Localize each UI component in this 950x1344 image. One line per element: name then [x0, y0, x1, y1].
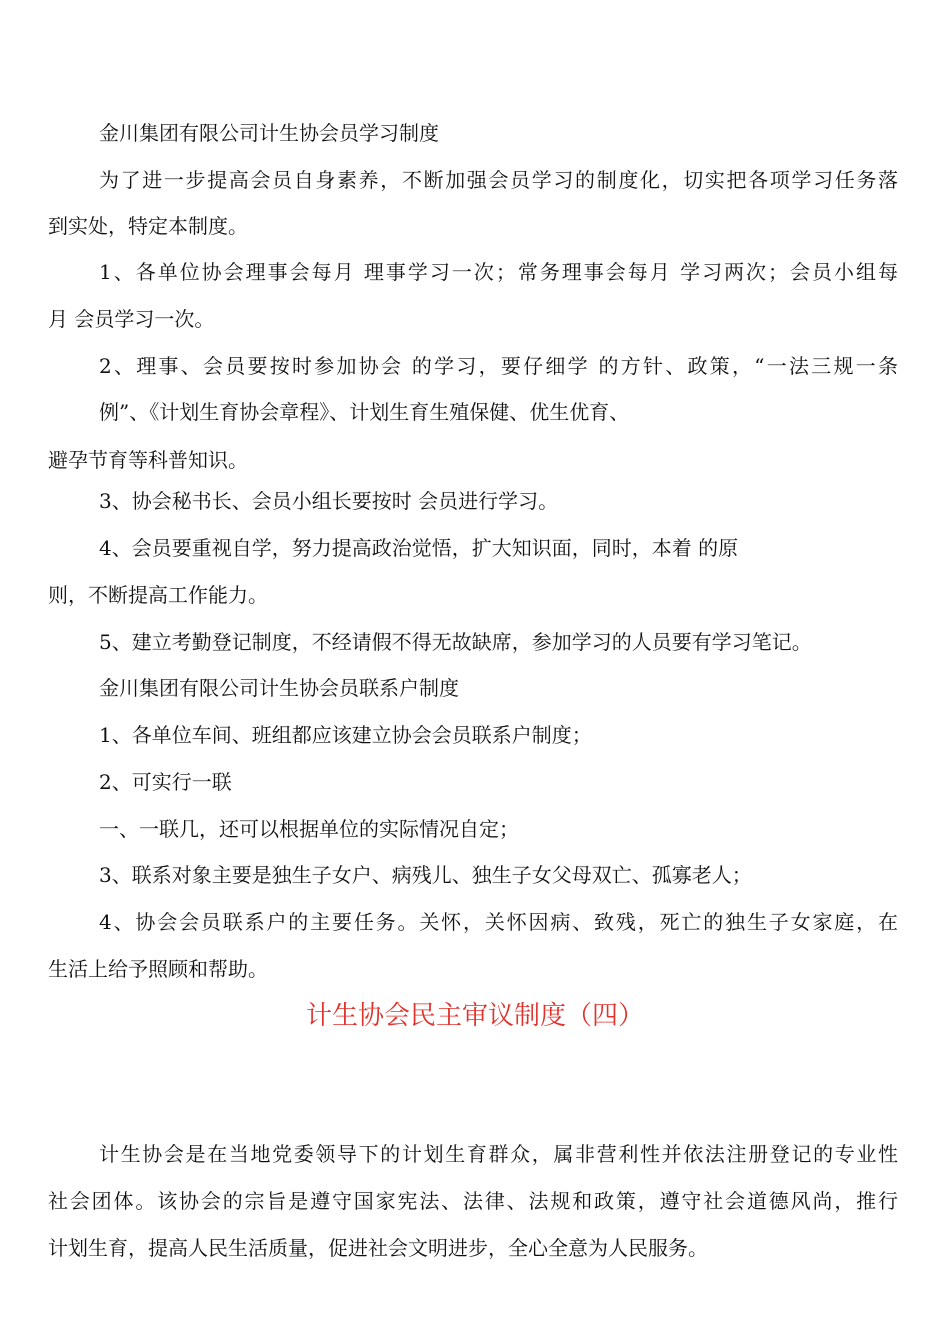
section3-body-line-1: 计生协会是在当地党委领导下的计划生育群众，属非营利性并依法注册登记的专业性: [99, 1142, 898, 1166]
section2-item4-line-1: 4、协会会员联系户的主要任务。关怀，关怀因病、致残，死亡的独生子女家庭，在: [99, 910, 898, 934]
section2-item1: 1、各单位车间、班组都应该建立协会会员联系户制度；: [99, 723, 592, 747]
section1-item1-line-1: 1、各单位协会理事会每月 理事学习一次；常务理事会每月 学习两次；会员小组每: [99, 260, 898, 284]
section2-item2b: 一、一联几，还可以根据单位的实际情况自定；: [99, 817, 519, 841]
section1-item2-line-3: 避孕节育等科普知识。: [48, 448, 248, 472]
section1-intro-line-2: 到实处，特定本制度。: [48, 214, 248, 238]
section2-item3: 3、联系对象主要是独生子女户、病残儿、独生子女父母双亡、孤寡老人；: [99, 863, 752, 887]
section1-item2-line-2: 例”、《计划生育协会章程》、计划生育生殖保健、优生优育、: [99, 400, 630, 424]
section3-body-line-2: 社会团体。该协会的宗旨是遵守国家宪法、法律、法规和政策，遵守社会道德风尚，推行: [48, 1189, 898, 1213]
section3-title: 计生协会民主审议制度（四）: [305, 1001, 644, 1031]
section2-item2: 2、可实行一联: [99, 770, 232, 794]
section1-item4-line-1: 4、会员要重视自学，努力提高政治觉悟，扩大知识面，同时，本着 的原: [99, 536, 739, 560]
section1-item5: 5、建立考勤登记制度，不经请假不得无故缺席，参加学习的人员要有学习笔记。: [99, 630, 812, 654]
section1-item4-line-2: 则，不断提高工作能力。: [48, 583, 268, 607]
section2-heading: 金川集团有限公司计生协会员联系户制度: [99, 676, 459, 700]
section1-intro-line-1: 为了进一步提高会员自身素养，不断加强会员学习的制度化，切实把各项学习任务落: [99, 168, 898, 192]
section1-item2-line-1: 2、理事、会员要按时参加协会 的学习，要仔细学 的方针、政策，“一法三规一条: [99, 354, 898, 378]
section2-item4-line-2: 生活上给予照顾和帮助。: [48, 957, 268, 981]
section1-item3: 3、协会秘书长、会员小组长要按时 会员进行学习。: [99, 489, 559, 513]
section1-item1-line-2: 月 会员学习一次。: [48, 307, 215, 331]
section3-body-line-3: 计划生育，提高人民生活质量，促进社会文明进步，全心全意为人民服务。: [48, 1236, 708, 1260]
section1-heading: 金川集团有限公司计生协会员学习制度: [99, 121, 439, 145]
